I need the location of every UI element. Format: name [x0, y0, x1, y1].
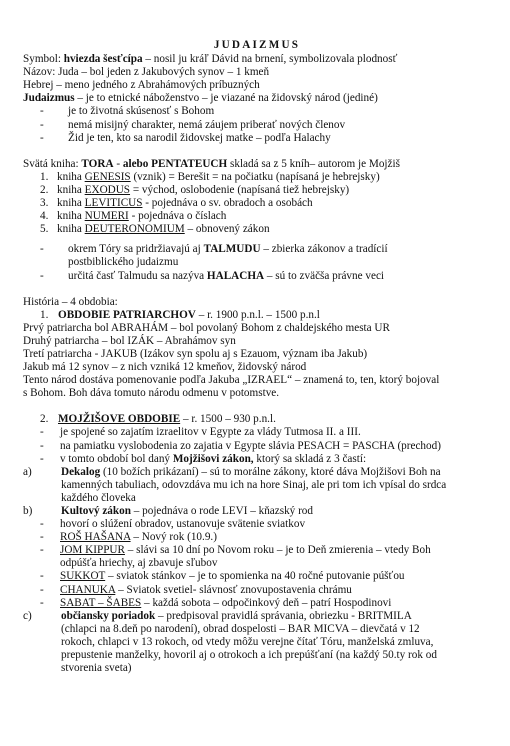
- text-run: – Sviatok svetiel- slávnosť znovupostavenia chrámu: [115, 583, 352, 596]
- document-body: [23, 39, 503, 675]
- text-run: kniha: [57, 183, 85, 196]
- text-run: (chlapci na 8.deň po narodení), obrad dospelosti – BAR MICVA – dievčatá v 12: [61, 622, 420, 635]
- list-item-text: nemá misijný charakter, nemá záujem priberať nových členov: [68, 118, 346, 131]
- text-run: – nosil ju kráľ Dávid na brnení, symbolizovala plodnosť: [142, 53, 398, 66]
- text-run: stvorenia sveta): [61, 662, 132, 675]
- text-run: LEVITICUS: [84, 197, 143, 210]
- list-marker: -: [40, 596, 44, 609]
- document-title: JUDAIZMUS: [213, 39, 301, 51]
- list-marker: -: [40, 243, 44, 256]
- text-run: - pojednáva o sv. obradoch a osobách: [142, 197, 313, 210]
- list-marker: 5.: [40, 223, 49, 236]
- list-item: [23, 531, 503, 544]
- intro-section: [23, 53, 503, 105]
- text-run: prepustenie manželky, hovoril aj o otrokoch a ich prepúšťaní (na každý 50.ty rok od: [61, 649, 437, 662]
- law-c-line: [23, 636, 503, 649]
- text-run: – sú to zväčša právne veci: [264, 269, 385, 282]
- intro-line: [23, 53, 503, 66]
- list-marker: -: [40, 269, 44, 282]
- text-run: kniha: [57, 210, 85, 223]
- list-item: [23, 256, 503, 269]
- list-marker: a): [23, 465, 32, 478]
- list-marker: -: [40, 426, 44, 439]
- law-a-line: [23, 466, 503, 479]
- list-item: [23, 119, 503, 132]
- list-item: [23, 544, 503, 557]
- book-item: [23, 223, 503, 236]
- text-run: Názov: Juda – bol jeden z Jakubových synov – 1 kmeň: [23, 66, 270, 79]
- law-c-line: [23, 649, 503, 662]
- law-a-line: [23, 492, 503, 505]
- list-item: [23, 243, 503, 256]
- intro-line: [23, 66, 503, 79]
- book-item: [23, 197, 503, 210]
- text-run: – pojednáva o rode LEVI – kňazský rod: [130, 505, 313, 517]
- list-item: [23, 426, 503, 439]
- talmud-bullet-list: [23, 243, 503, 282]
- text-run: – r. 1500 – 930 p.n.l.: [180, 413, 276, 426]
- list-marker: -: [40, 531, 44, 544]
- text-run: občiansky poriadok: [61, 609, 156, 622]
- text-run: Judaizmus: [23, 92, 75, 105]
- list-marker: -: [40, 439, 44, 452]
- law-c-line: [23, 662, 503, 675]
- paragraph-line: [23, 374, 503, 387]
- text-run: rokoch, chlapci v 13 rokoch, od vtedy môžu verejne čítať Tóru, manželská zmluva,: [61, 635, 434, 648]
- text-run: TALMUDU: [203, 243, 261, 256]
- list-item-text: je to životná skúsenosť s Bohom: [68, 105, 215, 118]
- list-marker: 2.: [40, 413, 49, 426]
- text-run: Dekalog: [61, 465, 101, 478]
- text-run: kamenných tabuliach, odovzdáva mu ich na hore Sinaj, ale pri tom ich vpísal do srdca: [61, 478, 447, 491]
- text-run: TORA: [81, 157, 114, 170]
- text-run: NUMERI: [84, 210, 129, 223]
- text-run: – r. 1900 p.n.l. – 1500 p.n.l: [195, 308, 320, 321]
- list-item: [23, 440, 503, 453]
- text-run: postbiblického judaizmu: [68, 256, 179, 269]
- text-run: – každá sobota – odpočinkový deň – patrí Hospodinovi: [141, 596, 392, 609]
- text-run: hviezda šesťcípa: [63, 53, 143, 66]
- text-run: skladá sa z 5 kníh– autorom je Mojžiš: [227, 157, 400, 170]
- text-run: DEUTERONOMIUM: [84, 223, 185, 236]
- text-run: hovorí o slúžení obradov, ustanovuje svätenie sviatkov: [60, 518, 306, 531]
- list-marker: 1.: [40, 170, 49, 183]
- list-marker: -: [40, 544, 44, 557]
- list-item: [23, 132, 503, 145]
- law-part-b: [23, 505, 503, 518]
- text-run: kniha: [57, 170, 85, 183]
- period-1-text: [23, 322, 503, 401]
- text-run: – je to etnické náboženstvo – je viazané na židovský národ (jediné): [74, 92, 378, 105]
- text-run: je spojené so zajatím izraelitov v Egypte za vlády Tutmosa II. a III.: [60, 426, 361, 439]
- text-run: JOM KIPPUR: [60, 544, 125, 557]
- text-run: v tomto období bol daný: [60, 452, 173, 465]
- law-a-line: [23, 479, 503, 492]
- list-marker: b): [23, 505, 33, 517]
- list-item: [23, 105, 503, 118]
- text-run: ktorý sa skladá z 3 častí:: [253, 452, 367, 465]
- text-run: s Bohom. Boh dáva tomuto národu odmenu v potomstve.: [23, 387, 280, 400]
- text-run: každého človeka: [61, 491, 136, 504]
- list-marker: -: [40, 570, 44, 583]
- paragraph-line: [23, 361, 503, 374]
- list-marker: -: [40, 518, 44, 531]
- text-run: – sviatok stánkov – je to spomienka na 40 ročné putovanie púšťou: [105, 570, 405, 583]
- law-c-line: [23, 610, 503, 623]
- list-marker: -: [40, 452, 44, 465]
- text-run: GENESIS: [84, 170, 131, 183]
- text-run: Druhý patriarcha – bol IZÁK – Abrahámov syn: [23, 334, 236, 347]
- text-run: MOJŽIŠOVE OBDOBIE: [58, 413, 181, 426]
- text-run: Svätá kniha:: [23, 157, 82, 170]
- paragraph-line: [23, 322, 503, 335]
- text-run: – Nový rok (10.9.): [130, 531, 217, 544]
- list-item-text: Žid je ten, kto sa narodil židovskej matke – podľa Halachy: [68, 131, 331, 144]
- text-run: – zbierka zákonov a tradícií: [260, 243, 388, 256]
- list-item: [23, 270, 503, 283]
- list-item: [23, 570, 503, 583]
- list-item: [23, 597, 503, 610]
- text-run: Jakub má 12 synov – z nich vzniká 12 kmeňov, židovský národ: [23, 361, 307, 374]
- list-item: [23, 557, 503, 570]
- list-marker: -: [40, 105, 44, 118]
- text-run: (10 božích prikázaní) – sú to morálne zákony, ktoré dáva Mojžišovi Boh na: [100, 465, 441, 478]
- book-item: [23, 184, 503, 197]
- book-item: [23, 171, 503, 184]
- intro-bullet-list: [23, 105, 503, 144]
- list-item: [23, 453, 503, 466]
- text-run: odpúšťa hriechy, aj zbavuje sľubov: [60, 557, 218, 570]
- text-run: – slávi sa 10 dní po Novom roku – je to Deň zmierenia – vtedy Boh: [124, 544, 431, 557]
- paragraph-line: [23, 335, 503, 348]
- text-run: kniha: [57, 223, 85, 236]
- text-run: Symbol:: [23, 53, 64, 66]
- period-2-bullet-list: [23, 426, 503, 465]
- text-run: (vznik) = Berešit = na počiatku (napísaná je hebrejsky): [130, 170, 380, 183]
- paragraph-line: [23, 348, 503, 361]
- text-run: CHANUKA: [60, 583, 116, 596]
- list-marker: 1.: [40, 308, 49, 321]
- text-run: EXODUS: [84, 183, 131, 196]
- text-run: Tento národ dostáva pomenovanie podľa Jakuba „IZRAEL“ – znamená to, ten, ktorý bojoval: [23, 374, 440, 387]
- list-marker: -: [40, 118, 44, 131]
- text-run: Tretí patriarcha - JAKUB (Izákov syn spolu aj s Ezauom, význam iba Jakub): [23, 347, 368, 360]
- history-heading: História – 4 obdobia:: [23, 295, 118, 308]
- intro-line: [23, 92, 503, 105]
- list-item: [23, 518, 503, 531]
- paragraph-line: [23, 387, 503, 400]
- text-run: Kultový zákon: [61, 505, 131, 517]
- text-run: alebo PENTATEUCH: [122, 157, 228, 170]
- scripture-line: [23, 158, 503, 171]
- law-b-bullet-list: [23, 518, 503, 610]
- text-run: SUKKOT: [60, 570, 106, 583]
- text-run: - pojednáva o číslach: [128, 210, 227, 223]
- law-part-a: [23, 466, 503, 505]
- text-run: OBDOBIE PATRIARCHOV: [58, 308, 196, 321]
- text-run: Mojžišovi zákon,: [172, 452, 254, 465]
- text-run: určitá časť Talmudu sa nazýva: [68, 269, 207, 282]
- list-marker: -: [40, 583, 44, 596]
- text-run: kniha: [57, 197, 85, 210]
- text-run: okrem Tóry sa pridržiavajú aj: [68, 243, 204, 256]
- intro-line: [23, 79, 503, 92]
- list-marker: 2.: [40, 183, 49, 196]
- text-run: – predpisoval pravidlá správania, obriezku - BRITMILA: [155, 609, 412, 622]
- text-run: -: [113, 157, 123, 170]
- list-item: [23, 584, 503, 597]
- list-marker: -: [40, 131, 44, 144]
- text-run: – obnovený zákon: [184, 223, 270, 236]
- list-marker: c): [23, 609, 32, 622]
- text-run: Hebrej – meno jedného z Abrahámových príbuzných: [23, 79, 260, 92]
- book-item: [23, 210, 503, 223]
- text-run: Prvý patriarcha bol ABRAHÁM – bol povolaný Bohom z chaldejského mesta UR: [23, 321, 390, 334]
- text-run: SABAT – ŠABES: [60, 596, 142, 609]
- text-run: HALACHA: [206, 269, 265, 282]
- books-list: [23, 171, 503, 236]
- law-c-line: [23, 623, 503, 636]
- law-part-c: [23, 610, 503, 675]
- text-run: na pamiatku vyslobodenia zo zajatia v Egypte slávia PESACH = PASCHA (prechod): [60, 439, 441, 452]
- list-marker: 4.: [40, 210, 49, 223]
- period-1-heading: [23, 309, 503, 322]
- list-marker: 3.: [40, 197, 49, 210]
- text-run: ROŠ HAŠANA: [60, 531, 131, 544]
- period-2-heading: [23, 413, 503, 426]
- text-run: = východ, oslobodenie (napísaná tiež hebrejsky): [130, 183, 350, 196]
